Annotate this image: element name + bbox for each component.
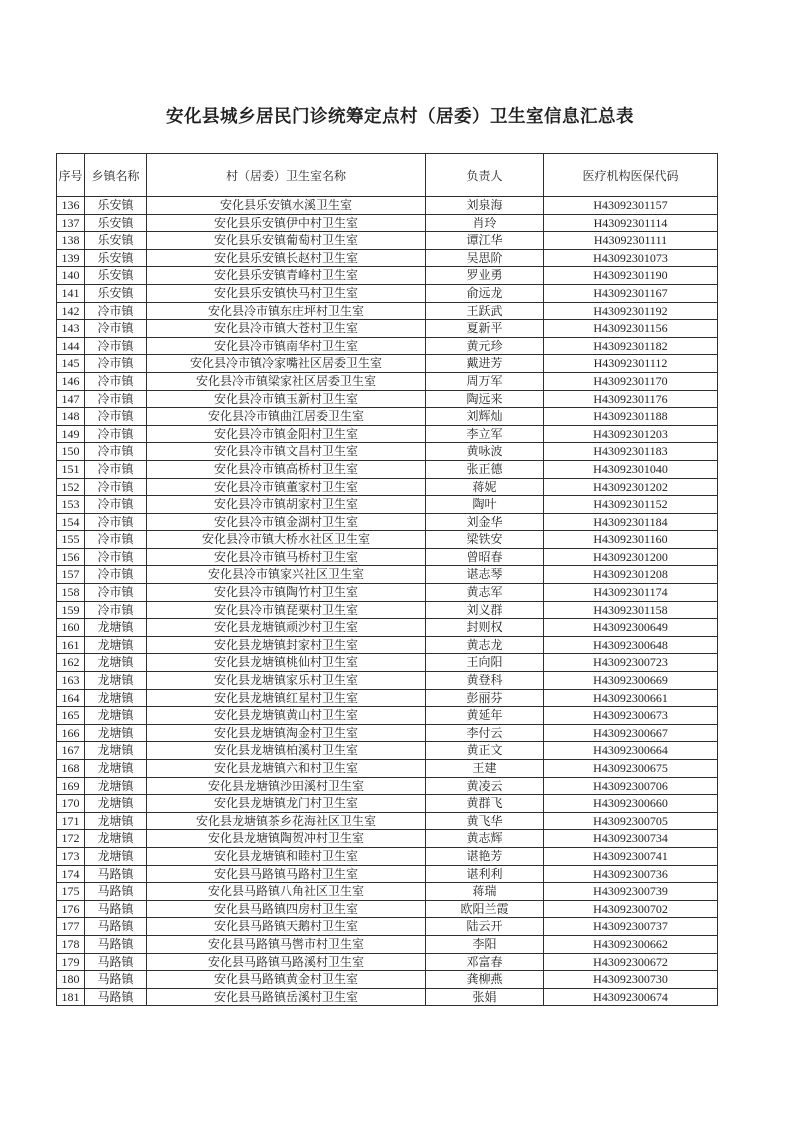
cell-clinic-name: 安化县马路镇四房村卫生室: [147, 900, 426, 918]
cell-row-index: 169: [57, 777, 85, 795]
cell-person-in-charge: 李立军: [426, 425, 544, 443]
table-row: [57, 337, 718, 355]
cell-person-in-charge: 张正德: [426, 460, 544, 478]
cell-clinic-name: 安化县龙塘镇柏溪村卫生室: [147, 742, 426, 760]
table-row: [57, 953, 718, 971]
cell-township-name: 冷市镇: [85, 478, 147, 496]
cell-clinic-name: 安化县龙塘镇龙门村卫生室: [147, 795, 426, 813]
cell-row-index: 146: [57, 372, 85, 390]
table-row: [57, 232, 718, 250]
cell-medical-insurance-code: H43092301174: [544, 584, 718, 602]
cell-clinic-name: 安化县龙塘镇红星村卫生室: [147, 689, 426, 707]
cell-township-name: 龙塘镇: [85, 760, 147, 778]
cell-medical-insurance-code: H43092300705: [544, 812, 718, 830]
table-row: [57, 777, 718, 795]
cell-township-name: 马路镇: [85, 918, 147, 936]
cell-row-index: 178: [57, 935, 85, 953]
cell-clinic-name: 安化县乐安镇水溪卫生室: [147, 197, 426, 215]
cell-clinic-name: 安化县乐安镇青峰村卫生室: [147, 267, 426, 285]
cell-person-in-charge: 黄登科: [426, 672, 544, 690]
cell-medical-insurance-code: H43092300675: [544, 760, 718, 778]
cell-person-in-charge: 黄志辉: [426, 830, 544, 848]
cell-medical-insurance-code: H43092301184: [544, 513, 718, 531]
cell-township-name: 龙塘镇: [85, 636, 147, 654]
table-row: [57, 320, 718, 338]
cell-row-index: 136: [57, 197, 85, 215]
table-row: [57, 830, 718, 848]
cell-row-index: 154: [57, 513, 85, 531]
cell-clinic-name: 安化县冷市镇梁家社区居委卫生室: [147, 372, 426, 390]
cell-row-index: 137: [57, 214, 85, 232]
cell-row-index: 142: [57, 302, 85, 320]
table-row: [57, 408, 718, 426]
table-row: [57, 724, 718, 742]
table-row: [57, 812, 718, 830]
cell-township-name: 马路镇: [85, 900, 147, 918]
cell-township-name: 冷市镇: [85, 408, 147, 426]
cell-person-in-charge: 欧阳兰霞: [426, 900, 544, 918]
cell-township-name: 马路镇: [85, 883, 147, 901]
cell-person-in-charge: 黄飞华: [426, 812, 544, 830]
cell-township-name: 乐安镇: [85, 214, 147, 232]
cell-township-name: 冷市镇: [85, 425, 147, 443]
cell-person-in-charge: 蒋瑞: [426, 883, 544, 901]
cell-township-name: 龙塘镇: [85, 847, 147, 865]
cell-person-in-charge: 邓富春: [426, 953, 544, 971]
column-header-person-in-charge: 负责人: [426, 154, 544, 197]
cell-medical-insurance-code: H43092300673: [544, 707, 718, 725]
cell-person-in-charge: 黄志龙: [426, 636, 544, 654]
cell-medical-insurance-code: H43092300662: [544, 935, 718, 953]
cell-row-index: 162: [57, 654, 85, 672]
cell-medical-insurance-code: H43092301192: [544, 302, 718, 320]
cell-person-in-charge: 龚柳燕: [426, 971, 544, 989]
cell-clinic-name: 安化县冷市镇文昌村卫生室: [147, 443, 426, 461]
cell-township-name: 冷市镇: [85, 390, 147, 408]
cell-medical-insurance-code: H43092301170: [544, 372, 718, 390]
cell-row-index: 166: [57, 724, 85, 742]
cell-township-name: 马路镇: [85, 971, 147, 989]
cell-person-in-charge: 黄延年: [426, 707, 544, 725]
cell-clinic-name: 安化县乐安镇伊中村卫生室: [147, 214, 426, 232]
cell-person-in-charge: 陆云开: [426, 918, 544, 936]
table-row: [57, 372, 718, 390]
cell-clinic-name: 安化县龙塘镇封家村卫生室: [147, 636, 426, 654]
table-row: [57, 390, 718, 408]
cell-medical-insurance-code: H43092301200: [544, 548, 718, 566]
table-row: [57, 795, 718, 813]
cell-row-index: 152: [57, 478, 85, 496]
cell-medical-insurance-code: H43092301156: [544, 320, 718, 338]
cell-medical-insurance-code: H43092301167: [544, 284, 718, 302]
cell-township-name: 龙塘镇: [85, 724, 147, 742]
cell-person-in-charge: 黄正文: [426, 742, 544, 760]
cell-person-in-charge: 李付云: [426, 724, 544, 742]
cell-medical-insurance-code: H43092300739: [544, 883, 718, 901]
cell-row-index: 145: [57, 355, 85, 373]
cell-row-index: 164: [57, 689, 85, 707]
cell-medical-insurance-code: H43092301114: [544, 214, 718, 232]
table-row: [57, 284, 718, 302]
table-row: [57, 496, 718, 514]
cell-person-in-charge: 肖玲: [426, 214, 544, 232]
cell-medical-insurance-code: H43092301208: [544, 566, 718, 584]
cell-clinic-name: 安化县乐安镇长赵村卫生室: [147, 249, 426, 267]
table-row: [57, 513, 718, 531]
cell-medical-insurance-code: H43092301111: [544, 232, 718, 250]
cell-row-index: 157: [57, 566, 85, 584]
cell-row-index: 171: [57, 812, 85, 830]
cell-person-in-charge: 谌利利: [426, 865, 544, 883]
cell-clinic-name: 安化县冷市镇东庄坪村卫生室: [147, 302, 426, 320]
table-row: [57, 531, 718, 549]
cell-medical-insurance-code: H43092300648: [544, 636, 718, 654]
cell-clinic-name: 安化县冷市镇陶竹村卫生室: [147, 584, 426, 602]
table-row: [57, 865, 718, 883]
cell-row-index: 180: [57, 971, 85, 989]
cell-person-in-charge: 刘义群: [426, 601, 544, 619]
cell-clinic-name: 安化县冷市镇琵栗村卫生室: [147, 601, 426, 619]
cell-row-index: 150: [57, 443, 85, 461]
clinic-info-table: [56, 153, 718, 1006]
cell-township-name: 马路镇: [85, 988, 147, 1006]
cell-township-name: 马路镇: [85, 953, 147, 971]
cell-medical-insurance-code: H43092300664: [544, 742, 718, 760]
column-header-row-index: 序号: [57, 154, 85, 197]
cell-clinic-name: 安化县冷市镇冷家嘴社区居委卫生室: [147, 355, 426, 373]
cell-township-name: 龙塘镇: [85, 707, 147, 725]
cell-medical-insurance-code: H43092301040: [544, 460, 718, 478]
cell-clinic-name: 安化县冷市镇金阳村卫生室: [147, 425, 426, 443]
table-row: [57, 654, 718, 672]
cell-person-in-charge: 刘辉灿: [426, 408, 544, 426]
cell-row-index: 163: [57, 672, 85, 690]
cell-row-index: 167: [57, 742, 85, 760]
table-row: [57, 197, 718, 215]
table-row: [57, 619, 718, 637]
page-title: 安化县城乡居民门诊统筹定点村（居委）卫生室信息汇总表: [166, 106, 634, 126]
table-row: [57, 355, 718, 373]
table-row: [57, 971, 718, 989]
cell-medical-insurance-code: H43092301183: [544, 443, 718, 461]
column-header-clinic-name: 村（居委）卫生室名称: [147, 154, 426, 197]
cell-person-in-charge: 曾昭春: [426, 548, 544, 566]
cell-row-index: 155: [57, 531, 85, 549]
cell-township-name: 乐安镇: [85, 232, 147, 250]
cell-township-name: 冷市镇: [85, 566, 147, 584]
cell-person-in-charge: 王建: [426, 760, 544, 778]
cell-township-name: 冷市镇: [85, 320, 147, 338]
cell-row-index: 141: [57, 284, 85, 302]
cell-clinic-name: 安化县冷市镇马桥村卫生室: [147, 548, 426, 566]
cell-clinic-name: 安化县龙塘镇茶乡花海社区卫生室: [147, 812, 426, 830]
table-row: [57, 566, 718, 584]
cell-row-index: 156: [57, 548, 85, 566]
cell-clinic-name: 安化县龙塘镇沙田溪村卫生室: [147, 777, 426, 795]
cell-medical-insurance-code: H43092300702: [544, 900, 718, 918]
cell-row-index: 151: [57, 460, 85, 478]
cell-person-in-charge: 彭丽芬: [426, 689, 544, 707]
cell-township-name: 冷市镇: [85, 372, 147, 390]
cell-clinic-name: 安化县龙塘镇和睦村卫生室: [147, 847, 426, 865]
cell-person-in-charge: 李阳: [426, 935, 544, 953]
cell-person-in-charge: 陶远来: [426, 390, 544, 408]
cell-row-index: 161: [57, 636, 85, 654]
cell-township-name: 冷市镇: [85, 355, 147, 373]
cell-row-index: 144: [57, 337, 85, 355]
cell-row-index: 147: [57, 390, 85, 408]
cell-person-in-charge: 王向阳: [426, 654, 544, 672]
cell-clinic-name: 安化县龙塘镇黄山村卫生室: [147, 707, 426, 725]
table-row: [57, 443, 718, 461]
cell-clinic-name: 安化县马路镇马路溪村卫生室: [147, 953, 426, 971]
cell-township-name: 冷市镇: [85, 302, 147, 320]
cell-medical-insurance-code: H43092300661: [544, 689, 718, 707]
table-row: [57, 425, 718, 443]
cell-clinic-name: 安化县乐安镇葡萄村卫生室: [147, 232, 426, 250]
table-row: [57, 935, 718, 953]
cell-clinic-name: 安化县马路镇天鹅村卫生室: [147, 918, 426, 936]
cell-row-index: 159: [57, 601, 85, 619]
cell-medical-insurance-code: H43092301176: [544, 390, 718, 408]
cell-person-in-charge: 黄群飞: [426, 795, 544, 813]
cell-clinic-name: 安化县龙塘镇陶贺冲村卫生室: [147, 830, 426, 848]
table-row: [57, 249, 718, 267]
cell-clinic-name: 安化县马路镇马辔市村卫生室: [147, 935, 426, 953]
cell-township-name: 冷市镇: [85, 584, 147, 602]
cell-row-index: 179: [57, 953, 85, 971]
table-row: [57, 883, 718, 901]
cell-medical-insurance-code: H43092301190: [544, 267, 718, 285]
cell-person-in-charge: 俞远龙: [426, 284, 544, 302]
column-header-medical-insurance-code: 医疗机构医保代码: [544, 154, 718, 197]
cell-person-in-charge: 刘泉海: [426, 197, 544, 215]
column-header-township-name: 乡镇名称: [85, 154, 147, 197]
cell-person-in-charge: 罗业勇: [426, 267, 544, 285]
table-row: [57, 584, 718, 602]
table-row: [57, 460, 718, 478]
cell-medical-insurance-code: H43092300660: [544, 795, 718, 813]
cell-township-name: 冷市镇: [85, 548, 147, 566]
cell-clinic-name: 安化县冷市镇大桥水社区卫生室: [147, 531, 426, 549]
table-row: [57, 760, 718, 778]
cell-medical-insurance-code: H43092300669: [544, 672, 718, 690]
cell-clinic-name: 安化县冷市镇南华村卫生室: [147, 337, 426, 355]
cell-person-in-charge: 蒋妮: [426, 478, 544, 496]
cell-person-in-charge: 谌志琴: [426, 566, 544, 584]
cell-clinic-name: 安化县冷市镇曲江居委卫生室: [147, 408, 426, 426]
cell-row-index: 165: [57, 707, 85, 725]
cell-clinic-name: 安化县冷市镇家兴社区卫生室: [147, 566, 426, 584]
cell-clinic-name: 安化县龙塘镇六和村卫生室: [147, 760, 426, 778]
cell-medical-insurance-code: H43092301152: [544, 496, 718, 514]
cell-clinic-name: 安化县马路镇八角社区卫生室: [147, 883, 426, 901]
cell-township-name: 龙塘镇: [85, 795, 147, 813]
cell-township-name: 龙塘镇: [85, 689, 147, 707]
cell-township-name: 马路镇: [85, 865, 147, 883]
table-header: [57, 154, 718, 197]
table-row: [57, 548, 718, 566]
cell-row-index: 175: [57, 883, 85, 901]
cell-clinic-name: 安化县龙塘镇家乐村卫生室: [147, 672, 426, 690]
cell-medical-insurance-code: H43092301160: [544, 531, 718, 549]
cell-medical-insurance-code: H43092300730: [544, 971, 718, 989]
cell-row-index: 149: [57, 425, 85, 443]
cell-person-in-charge: 夏新平: [426, 320, 544, 338]
cell-person-in-charge: 谌艳芳: [426, 847, 544, 865]
table-row: [57, 918, 718, 936]
cell-medical-insurance-code: H43092300737: [544, 918, 718, 936]
cell-clinic-name: 安化县马路镇马路村卫生室: [147, 865, 426, 883]
cell-medical-insurance-code: H43092300649: [544, 619, 718, 637]
cell-medical-insurance-code: H43092301157: [544, 197, 718, 215]
cell-person-in-charge: 刘金华: [426, 513, 544, 531]
cell-clinic-name: 安化县冷市镇玉新村卫生室: [147, 390, 426, 408]
table-row: [57, 707, 718, 725]
table-row: [57, 601, 718, 619]
cell-medical-insurance-code: H43092301202: [544, 478, 718, 496]
table-row: [57, 478, 718, 496]
cell-row-index: 172: [57, 830, 85, 848]
cell-clinic-name: 安化县冷市镇胡家村卫生室: [147, 496, 426, 514]
cell-person-in-charge: 黄凌云: [426, 777, 544, 795]
cell-medical-insurance-code: H43092301158: [544, 601, 718, 619]
cell-medical-insurance-code: H43092301073: [544, 249, 718, 267]
cell-township-name: 龙塘镇: [85, 654, 147, 672]
cell-township-name: 冷市镇: [85, 443, 147, 461]
cell-township-name: 马路镇: [85, 935, 147, 953]
table-row: [57, 267, 718, 285]
table-row: [57, 988, 718, 1006]
table-row: [57, 214, 718, 232]
cell-township-name: 冷市镇: [85, 337, 147, 355]
cell-medical-insurance-code: H43092301112: [544, 355, 718, 373]
cell-person-in-charge: 吴思阶: [426, 249, 544, 267]
cell-person-in-charge: 张娟: [426, 988, 544, 1006]
table-row: [57, 900, 718, 918]
cell-medical-insurance-code: H43092300667: [544, 724, 718, 742]
cell-clinic-name: 安化县龙塘镇顽沙村卫生室: [147, 619, 426, 637]
cell-township-name: 乐安镇: [85, 267, 147, 285]
cell-row-index: 140: [57, 267, 85, 285]
cell-township-name: 冷市镇: [85, 601, 147, 619]
cell-clinic-name: 安化县马路镇黄金村卫生室: [147, 971, 426, 989]
cell-township-name: 冷市镇: [85, 513, 147, 531]
cell-row-index: 176: [57, 900, 85, 918]
cell-township-name: 冷市镇: [85, 531, 147, 549]
cell-row-index: 160: [57, 619, 85, 637]
cell-person-in-charge: 黄咏波: [426, 443, 544, 461]
cell-row-index: 143: [57, 320, 85, 338]
cell-person-in-charge: 周万军: [426, 372, 544, 390]
cell-medical-insurance-code: H43092300706: [544, 777, 718, 795]
cell-medical-insurance-code: H43092301188: [544, 408, 718, 426]
cell-township-name: 龙塘镇: [85, 812, 147, 830]
cell-medical-insurance-code: H43092300672: [544, 953, 718, 971]
cell-person-in-charge: 谭江华: [426, 232, 544, 250]
cell-township-name: 乐安镇: [85, 249, 147, 267]
cell-clinic-name: 安化县冷市镇金湖村卫生室: [147, 513, 426, 531]
cell-township-name: 乐安镇: [85, 284, 147, 302]
cell-person-in-charge: 陶叶: [426, 496, 544, 514]
table-row: [57, 847, 718, 865]
cell-medical-insurance-code: H43092300723: [544, 654, 718, 672]
cell-row-index: 170: [57, 795, 85, 813]
table-row: [57, 636, 718, 654]
cell-township-name: 冷市镇: [85, 496, 147, 514]
cell-township-name: 龙塘镇: [85, 619, 147, 637]
cell-row-index: 173: [57, 847, 85, 865]
table-row: [57, 672, 718, 690]
cell-row-index: 148: [57, 408, 85, 426]
cell-row-index: 153: [57, 496, 85, 514]
cell-person-in-charge: 王跃武: [426, 302, 544, 320]
cell-clinic-name: 安化县龙塘镇桃仙村卫生室: [147, 654, 426, 672]
cell-medical-insurance-code: H43092300734: [544, 830, 718, 848]
cell-row-index: 174: [57, 865, 85, 883]
cell-clinic-name: 安化县冷市镇董家村卫生室: [147, 478, 426, 496]
cell-row-index: 177: [57, 918, 85, 936]
cell-township-name: 龙塘镇: [85, 830, 147, 848]
cell-person-in-charge: 黄志军: [426, 584, 544, 602]
cell-row-index: 181: [57, 988, 85, 1006]
cell-medical-insurance-code: H43092300741: [544, 847, 718, 865]
table-row: [57, 302, 718, 320]
table-row: [57, 742, 718, 760]
cell-clinic-name: 安化县冷市镇高桥村卫生室: [147, 460, 426, 478]
cell-township-name: 龙塘镇: [85, 777, 147, 795]
cell-row-index: 168: [57, 760, 85, 778]
cell-person-in-charge: 戴进芳: [426, 355, 544, 373]
table-row: [57, 689, 718, 707]
cell-clinic-name: 安化县龙塘镇淘金村卫生室: [147, 724, 426, 742]
cell-person-in-charge: 黄元珍: [426, 337, 544, 355]
cell-row-index: 158: [57, 584, 85, 602]
header-row: [57, 154, 718, 197]
cell-medical-insurance-code: H43092301182: [544, 337, 718, 355]
cell-township-name: 冷市镇: [85, 460, 147, 478]
cell-medical-insurance-code: H43092301203: [544, 425, 718, 443]
cell-medical-insurance-code: H43092300736: [544, 865, 718, 883]
cell-township-name: 龙塘镇: [85, 742, 147, 760]
cell-township-name: 乐安镇: [85, 197, 147, 215]
cell-row-index: 138: [57, 232, 85, 250]
cell-row-index: 139: [57, 249, 85, 267]
cell-medical-insurance-code: H43092300674: [544, 988, 718, 1006]
cell-person-in-charge: 梁铁安: [426, 531, 544, 549]
cell-clinic-name: 安化县马路镇岳溪村卫生室: [147, 988, 426, 1006]
cell-clinic-name: 安化县乐安镇快马村卫生室: [147, 284, 426, 302]
table-body: [57, 197, 718, 1006]
cell-clinic-name: 安化县冷市镇大苍村卫生室: [147, 320, 426, 338]
cell-person-in-charge: 封则权: [426, 619, 544, 637]
cell-township-name: 龙塘镇: [85, 672, 147, 690]
